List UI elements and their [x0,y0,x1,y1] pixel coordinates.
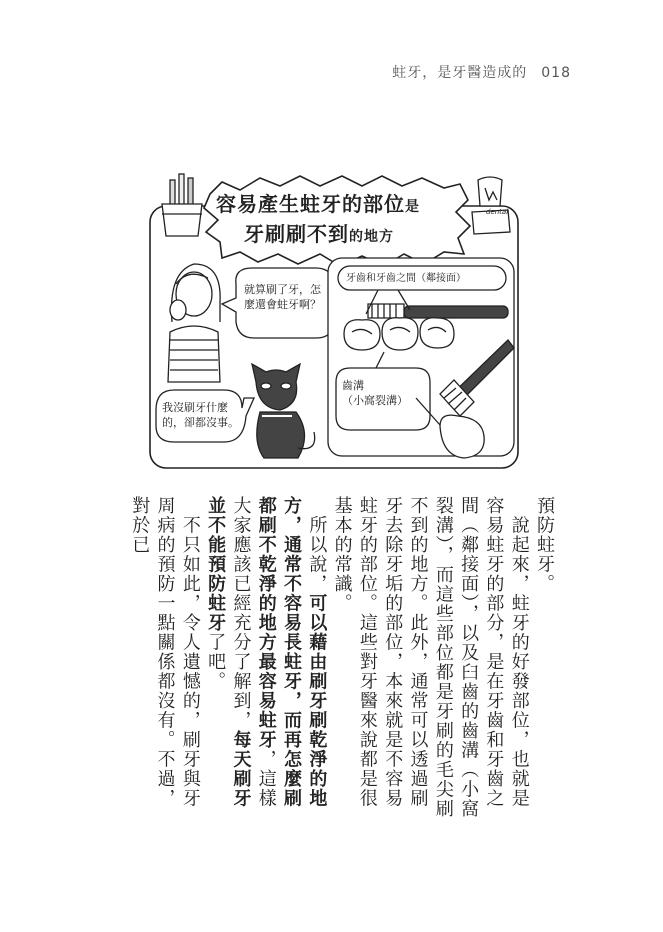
paragraph-3: 所以說，可以藉由刷牙刷乾淨的地方，通常不容易長蛀牙，而再怎麼刷都刷不乾淨的地方最容易蛀牙，這樣大家應該已經充分了解到，每天刷牙並不能預防蛀牙了吧。 [205,496,328,808]
paragraph-4: 不只如此，令人遺憾的，刷牙與牙周病的預防一點關係都沒有。不過，對於已 [129,496,201,808]
illustration-title-line2: 牙刷刷不到的地方 [244,222,394,246]
page-number: 018 [541,65,571,81]
paragraph-2: 說起來，蛀牙的好發部位，也就是容易蛀牙的部分，是在牙齒和牙齒之間（鄰接面），以及臼齒的齒溝（小窩裂溝），而這些部位都是牙刷的毛尖刷不到的地方。此外，通常可以透過刷牙去除牙垢的部位，本來就是不容易蛀牙的部位。這些對牙醫來說都是很基本的常識。 [331,496,530,819]
toothbrush-cup-icon [162,174,202,236]
chapter-title: 蛀牙，是牙醫造成的 [392,65,528,81]
molars-icon [344,318,454,350]
cat-bubble-text: 我沒刷牙什麼的，卻都沒事。 [162,401,239,429]
illustration-title-line1: 容易產生蛀牙的部位是 [216,192,420,216]
fissure-label: 齒溝 （小窩裂溝） [342,379,408,407]
woman-bubble-text: 就算刷了牙，怎麼還會蛀牙啊？ [244,283,321,311]
body-text [127,496,557,826]
toothbrush-horizontal-icon [368,304,508,318]
illustration-panel [148,172,522,472]
paragraph-1: 預防蛀牙。 [534,496,555,594]
toothpaste-brand: dental [486,208,509,216]
interproximal-label: 牙齒和牙齒之間（鄰接面） [346,273,466,284]
running-header [392,62,571,82]
